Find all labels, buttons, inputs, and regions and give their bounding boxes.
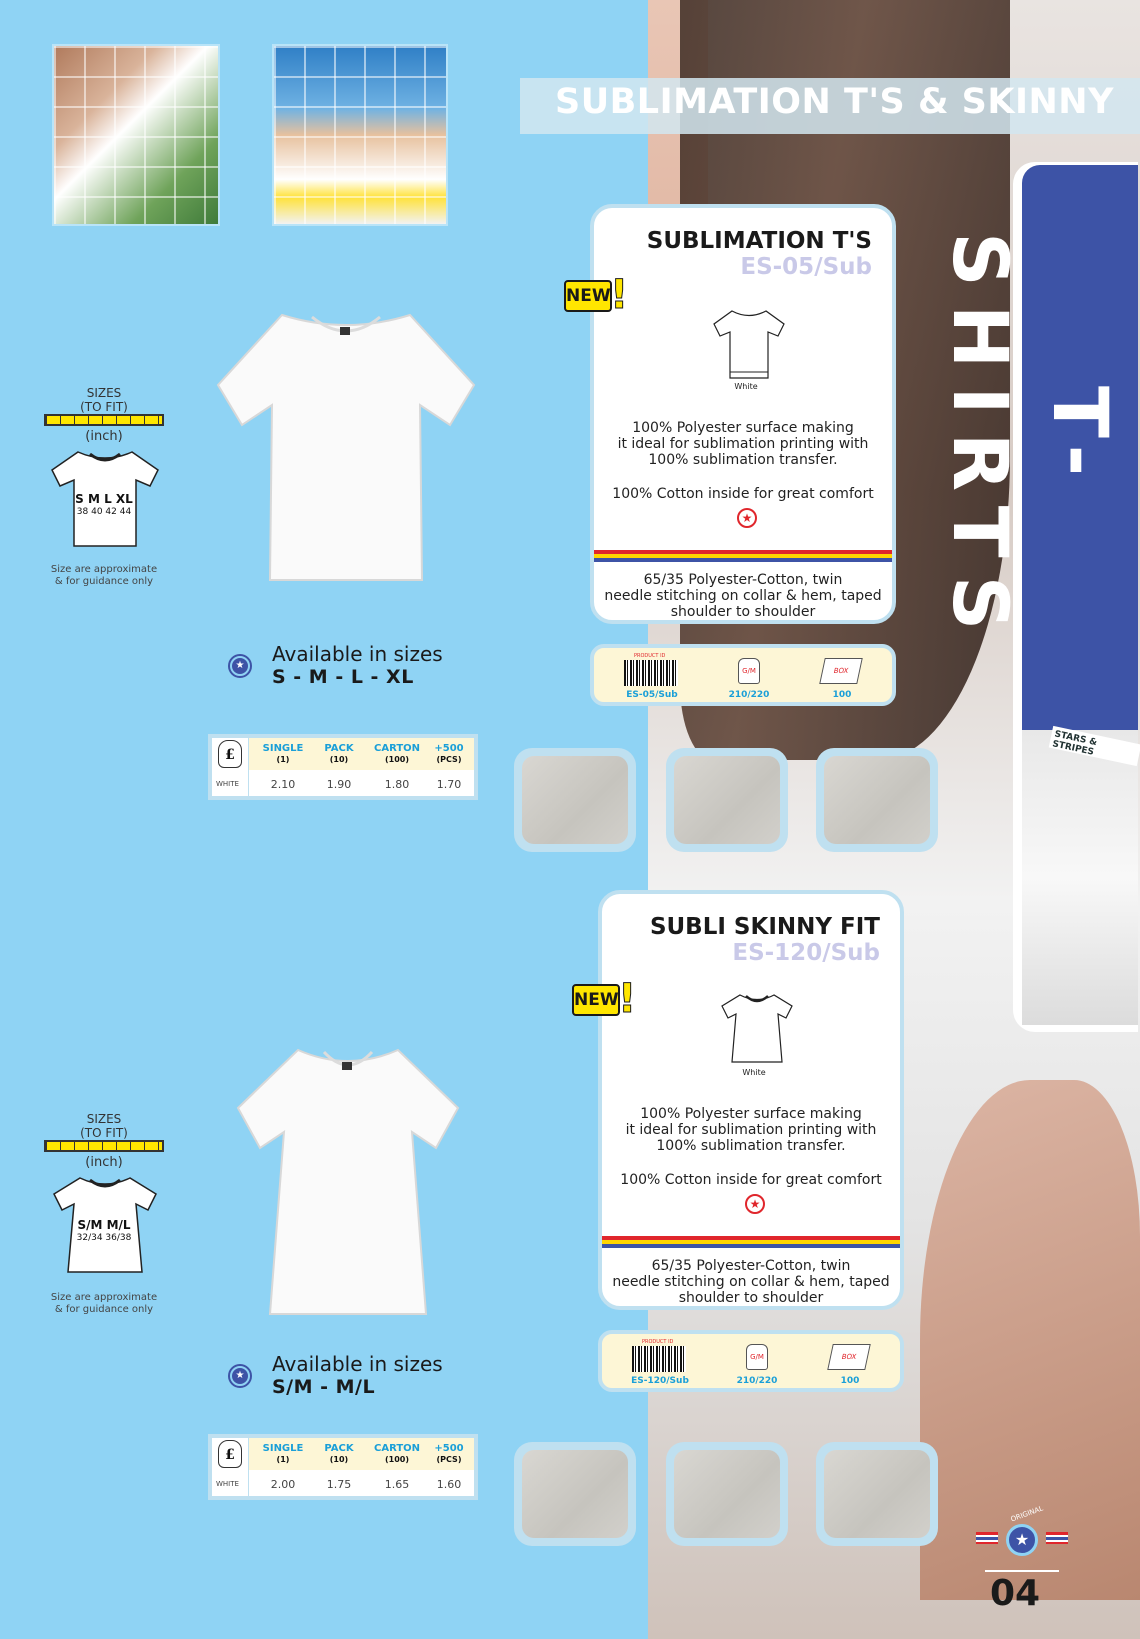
page-title: SUBLIMATION T'S & SKINNY bbox=[555, 82, 1114, 122]
price-bulk: 1.60 bbox=[436, 1478, 462, 1491]
description-line: 100% sublimation transfer. bbox=[648, 452, 838, 468]
available-sizes-value: S/M - M/L bbox=[272, 1376, 376, 1398]
price-header-carton: CARTON bbox=[373, 743, 421, 754]
price-single: 2.00 bbox=[270, 1478, 296, 1491]
description-comfort: 100% Cotton inside for great comfort bbox=[612, 486, 874, 502]
weight-icon: G/M bbox=[746, 1344, 768, 1370]
star-icon: ★ bbox=[737, 508, 757, 528]
product-id-label: PRODUCT ID bbox=[634, 653, 666, 659]
price-header-bulk: +500 bbox=[434, 1443, 464, 1454]
size-guide-title: SIZES bbox=[86, 1112, 122, 1126]
available-sizes-label: Available in sizes bbox=[272, 1352, 443, 1376]
star-badge-icon bbox=[228, 1364, 252, 1388]
available-sizes-label: Available in sizes bbox=[272, 642, 443, 666]
star-badge-icon bbox=[228, 654, 252, 678]
description-line: it ideal for sublimation printing with bbox=[617, 436, 869, 452]
product-code: ES-120/Sub bbox=[732, 940, 880, 966]
box-icon: BOX bbox=[827, 1344, 871, 1370]
price-header-carton-qty: (100) bbox=[384, 755, 409, 764]
price-header-pack: PACK bbox=[324, 743, 354, 754]
price-carton: 1.65 bbox=[384, 1478, 410, 1491]
product-card bbox=[598, 890, 904, 1310]
fabric-swatch bbox=[816, 748, 938, 852]
money-bag-icon: £ bbox=[218, 1440, 242, 1468]
box-icon: BOX bbox=[819, 658, 863, 684]
size-guide-unit: (inch) bbox=[85, 1155, 123, 1170]
size-guide-numbers: 32/34 36/38 bbox=[76, 1233, 132, 1243]
product-code: ES-05/Sub bbox=[740, 254, 872, 280]
size-guide-numbers: 38 40 42 44 bbox=[76, 507, 132, 517]
colour-label: White bbox=[734, 382, 758, 391]
new-badge: NEW ! bbox=[574, 976, 637, 1022]
fabric-swatch bbox=[666, 1442, 788, 1546]
ruler-icon bbox=[44, 414, 164, 426]
money-bag-icon: £ bbox=[218, 740, 242, 768]
exclamation-icon: ! bbox=[610, 272, 629, 318]
price-header-single: SINGLE bbox=[262, 1443, 304, 1454]
size-guide bbox=[44, 1112, 164, 1322]
price-header-carton-qty: (100) bbox=[384, 1455, 409, 1464]
size-guide bbox=[44, 386, 164, 596]
price-pack: 1.90 bbox=[326, 778, 352, 791]
star-icon: ★ bbox=[1006, 1524, 1038, 1556]
ruler-icon bbox=[44, 1140, 164, 1152]
price-pack: 1.75 bbox=[326, 1478, 352, 1491]
star-icon: ★ bbox=[745, 1194, 765, 1214]
fabric-line: needle stitching on collar & hem, taped bbox=[604, 588, 882, 604]
price-header-carton: CARTON bbox=[373, 1443, 421, 1454]
size-guide-title: SIZES bbox=[86, 386, 122, 400]
barcode-icon bbox=[632, 1346, 686, 1372]
price-header-bulk-qty: (PCS) bbox=[436, 755, 462, 764]
product-info-strip bbox=[590, 644, 896, 706]
logo-text: ORIGINAL bbox=[1009, 1504, 1045, 1524]
fabric-swatch bbox=[666, 748, 788, 852]
logo-stripe-right bbox=[1046, 1532, 1068, 1544]
price-bulk: 1.70 bbox=[436, 778, 462, 791]
fabric-swatch bbox=[816, 1442, 938, 1546]
price-carton: 1.80 bbox=[384, 778, 410, 791]
weight-icon: G/M bbox=[738, 658, 760, 684]
stripes-divider bbox=[594, 550, 892, 562]
size-guide-letters: S/M M/L bbox=[77, 1218, 131, 1232]
product-card bbox=[590, 204, 896, 624]
page-number-rule bbox=[985, 1570, 1059, 1572]
product-id-label: PRODUCT ID bbox=[642, 1339, 674, 1345]
size-guide-letters: S M L XL bbox=[75, 492, 133, 506]
fabric-line: needle stitching on collar & hem, taped bbox=[612, 1274, 890, 1290]
strip-gsm: 210/220 bbox=[736, 1376, 778, 1386]
strip-box-qty: 100 bbox=[840, 1376, 860, 1386]
fabric-line: 65/35 Polyester-Cotton, twin bbox=[643, 572, 843, 588]
white-skinny-tshirt-photo bbox=[232, 1040, 464, 1320]
price-header-single-qty: (1) bbox=[276, 1455, 290, 1464]
price-table bbox=[208, 734, 478, 800]
exclamation-icon: ! bbox=[618, 976, 637, 1022]
size-guide-note-1: Size are approximate bbox=[50, 564, 158, 575]
tshirt-collar-photo bbox=[1022, 730, 1138, 1025]
fabric-line: 65/35 Polyester-Cotton, twin bbox=[651, 1258, 851, 1274]
size-guide-subtitle: (TO FIT) bbox=[80, 400, 128, 414]
strip-gsm: 210/220 bbox=[728, 690, 770, 700]
fabric-line: shoulder to shoulder bbox=[678, 1290, 824, 1306]
logo-stripe-left bbox=[976, 1532, 998, 1544]
side-tab-title: T-SHIRTS bbox=[936, 231, 1125, 649]
stripes-divider bbox=[602, 1236, 900, 1248]
product-info-strip bbox=[598, 1330, 904, 1392]
price-header-single: SINGLE bbox=[262, 743, 304, 754]
colour-label: White bbox=[742, 1068, 766, 1077]
tshirt-sketch-icon bbox=[712, 308, 786, 380]
description-line: 100% sublimation transfer. bbox=[656, 1138, 846, 1154]
tshirt-sketch-icon bbox=[720, 992, 794, 1064]
available-sizes-value: S - M - L - XL bbox=[272, 666, 414, 688]
description-line: 100% Polyester surface making bbox=[632, 420, 854, 436]
fabric-swatch bbox=[514, 748, 636, 852]
price-header-bulk-qty: (PCS) bbox=[436, 1455, 462, 1464]
new-badge: NEW ! bbox=[566, 272, 629, 318]
price-header-pack-qty: (10) bbox=[329, 755, 349, 764]
price-row-colour: WHITE bbox=[216, 780, 239, 788]
barcode-icon bbox=[624, 660, 678, 686]
brand-logo bbox=[972, 1504, 1072, 1570]
size-guide-note-1: Size are approximate bbox=[50, 1292, 158, 1303]
strip-code: ES-05/Sub bbox=[626, 690, 678, 700]
fabric-line: shoulder to shoulder bbox=[670, 604, 816, 620]
size-guide-note-2: & for guidance only bbox=[54, 1304, 154, 1315]
product-name: SUBLI SKINNY FIT bbox=[649, 914, 880, 940]
price-header-pack: PACK bbox=[324, 1443, 354, 1454]
description-line: it ideal for sublimation printing with bbox=[625, 1122, 877, 1138]
price-header-single-qty: (1) bbox=[276, 755, 290, 764]
lifestyle-photo-2 bbox=[272, 44, 448, 226]
page-number: 04 bbox=[990, 1573, 1041, 1614]
fabric-swatch bbox=[514, 1442, 636, 1546]
garment-label-tag: STARS & STRIPES bbox=[1049, 726, 1140, 766]
strip-box-qty: 100 bbox=[832, 690, 852, 700]
price-header-pack-qty: (10) bbox=[329, 1455, 349, 1464]
white-tshirt-photo bbox=[212, 305, 480, 585]
price-table bbox=[208, 1434, 478, 1500]
price-header-bulk: +500 bbox=[434, 743, 464, 754]
price-row-colour: WHITE bbox=[216, 1480, 239, 1488]
description-line: 100% Polyester surface making bbox=[640, 1106, 862, 1122]
size-guide-note-2: & for guidance only bbox=[54, 576, 154, 587]
strip-code: ES-120/Sub bbox=[631, 1376, 689, 1386]
price-single: 2.10 bbox=[270, 778, 296, 791]
lifestyle-photo-1 bbox=[52, 44, 220, 226]
size-guide-unit: (inch) bbox=[85, 429, 123, 444]
size-guide-subtitle: (TO FIT) bbox=[80, 1126, 128, 1140]
product-name: SUBLIMATION T'S bbox=[646, 228, 872, 254]
description-comfort: 100% Cotton inside for great comfort bbox=[620, 1172, 882, 1188]
